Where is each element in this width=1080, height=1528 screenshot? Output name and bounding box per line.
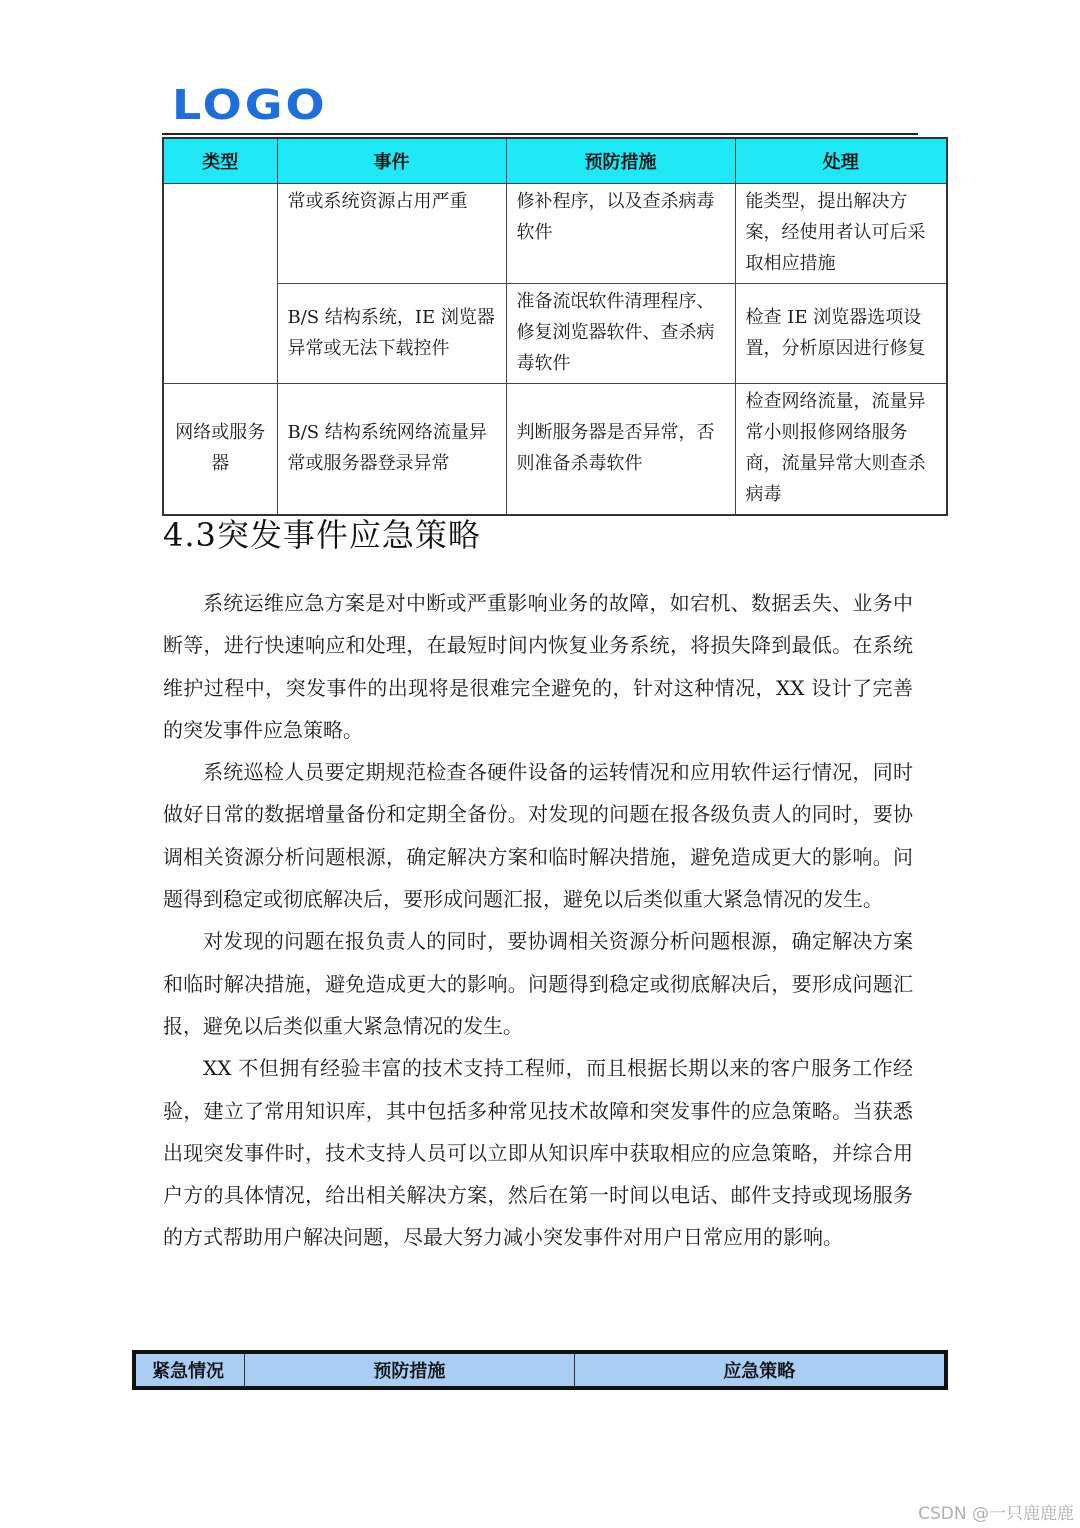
header-prevention: 预防措施 bbox=[245, 1352, 575, 1388]
table-header-row bbox=[163, 138, 947, 184]
table-cell: 能类型，提出解决方案，经使用者认可后采取相应措施 bbox=[735, 184, 947, 284]
table-row bbox=[163, 284, 947, 384]
table-cell: 网络或服务器 bbox=[163, 384, 277, 516]
section-body bbox=[163, 582, 913, 1259]
header-strategy: 应急策略 bbox=[574, 1352, 946, 1388]
table-cell: 常或系统资源占用严重 bbox=[277, 184, 506, 284]
paragraph: 对发现的问题在报负责人的同时，要协调相关资源分析问题根源，确定解决方案和临时解决措施，避免造成更大的影响。问题得到稳定或彻底解决后，要形成问题汇报，避免以后类似重大紧急情况的发生。 bbox=[163, 929, 913, 1038]
watermark: CSDN @一只鹿鹿鹿 bbox=[918, 1504, 1074, 1524]
paragraph: XX 不但拥有经验丰富的技术支持工程师，而且根据长期以来的客户服务工作经验，建立了常用知识库，其中包括多种常见技术故障和突发事件的应急策略。当获悉出现突发事件时，技术支持人员可以立即从知识库中获取相应的应急策略，并综合用户方的具体情况，给出相关解决方案，然后在第一时间以电话、邮件支持或现场服务的方式帮助用户解决问题，尽最大努力减小突发事件对用户日常应用的影响。 bbox=[163, 1056, 913, 1250]
paragraph: 系统巡检人员要定期规范检查各硬件设备的运转情况和应用软件运行情况，同时做好日常的数据增量备份和定期全备份。对发现的问题在报各级负责人的同时，要协调相关资源分析问题根源，确定解决方案和临时解决措施，避免造成更大的影响。问题得到稳定或彻底解决后，要形成问题汇报，避免以后类似重大紧急情况的发生。 bbox=[163, 760, 913, 912]
table-header-row bbox=[134, 1352, 946, 1388]
header-type: 类型 bbox=[163, 138, 277, 184]
table-cell: 判断服务器是否异常，否则准备杀毒软件 bbox=[506, 384, 735, 516]
paragraph: 系统运维应急方案是对中断或严重影响业务的故障，如宕机、数据丢失、业务中断等，进行快速响应和处理，在最短时间内恢复业务系统，将损失降到最低。在系统维护过程中，突发事件的出现将是很难完全避免的，针对这种情况，XX 设计了完善的突发事件应急策略。 bbox=[163, 591, 913, 742]
section-title: 4.3突发事件应急策略 bbox=[163, 516, 481, 554]
header-rule bbox=[162, 133, 918, 135]
table-cell: B/S 结构系统网络流量异常或服务器登录异常 bbox=[277, 384, 506, 516]
table-cell bbox=[163, 184, 277, 384]
logo: LOGO bbox=[172, 80, 328, 129]
table-cell: 检查 IE 浏览器选项设置，分析原因进行修复 bbox=[735, 284, 947, 384]
table-cell: 检查网络流量，流量异常小则报修网络服务商，流量异常大则查杀病毒 bbox=[735, 384, 947, 516]
table-cell: B/S 结构系统，IE 浏览器异常或无法下载控件 bbox=[277, 284, 506, 384]
incident-handling-table bbox=[162, 137, 948, 516]
header-event: 事件 bbox=[277, 138, 506, 184]
table-row bbox=[163, 184, 947, 284]
table-row bbox=[163, 384, 947, 516]
header-emergency: 紧急情况 bbox=[134, 1352, 245, 1388]
table-cell: 修补程序，以及查杀病毒软件 bbox=[506, 184, 735, 284]
header-prevention: 预防措施 bbox=[506, 138, 735, 184]
emergency-strategy-table bbox=[132, 1350, 948, 1390]
header-handling: 处理 bbox=[735, 138, 947, 184]
table-cell: 准备流氓软件清理程序、修复浏览器软件、查杀病毒软件 bbox=[506, 284, 735, 384]
